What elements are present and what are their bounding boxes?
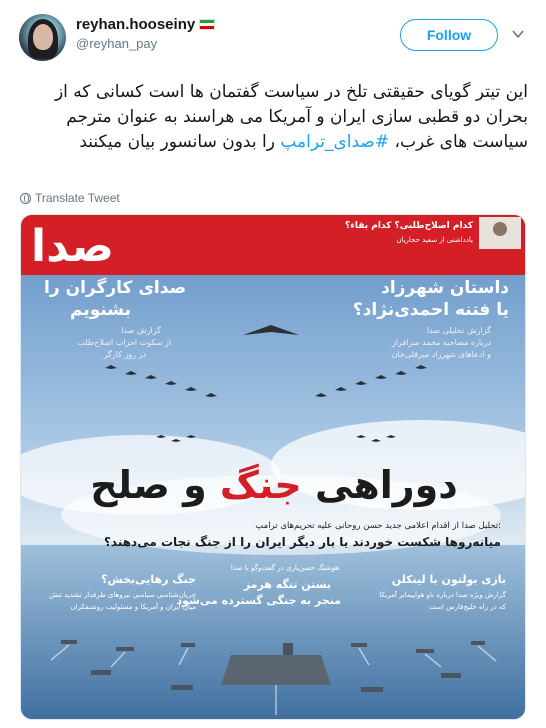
globe-icon (20, 193, 31, 204)
right-headline-line2: یا فتنه احمدی‌نژاد؟ (352, 300, 509, 320)
left-sub-line2: از سکوت احزاب اصلاح‌طلب (77, 338, 171, 347)
right-sub-line1: گزارش تحلیلی صدا (426, 326, 491, 335)
hashtag-link[interactable]: #صدای_ترامپ (280, 132, 390, 152)
user-handle[interactable]: @reyhan_pay (76, 36, 158, 51)
tweet-text-part2: را بدون سانسور بیان میکنند (79, 132, 281, 152)
bottom-left-title: جنگ رهایی‌بخش؟ (101, 573, 196, 586)
carrier-tower (283, 643, 293, 655)
display-name-text: reyhan.hooseiny (76, 16, 196, 33)
left-headline-line1: صدای کارگران را (44, 278, 186, 298)
translate-tweet-link[interactable] (20, 191, 120, 205)
main-headline (90, 463, 458, 508)
main-headline-part1: دوراهی (301, 463, 458, 507)
bottom-right-line2: گزارش ویژه صدا درباره ناو هواپیمابر آمریکا (379, 591, 506, 599)
main-headline-part3: و صلح (90, 463, 220, 507)
bottom-mid-line1: هوشنگ حسن‌یاری در گفت‌وگو با صدا: (230, 564, 341, 572)
tweet-header (0, 0, 546, 70)
main-headline-war: جنگ (219, 463, 302, 507)
bottom-right-line3: که در راه خلیج‌فارس است (429, 603, 506, 611)
avatar[interactable] (19, 14, 66, 61)
top-note-title: کدام اصلاح‌طلبی؟ کدام بقاء؟ (345, 221, 473, 231)
left-sub-line3: در روز کارگر (103, 350, 146, 359)
subheadline-line2: میانه‌روها شکست خوردند یا بار دیگر ایران را از جنگ نجات می‌دهند؟ (103, 535, 501, 549)
left-headline-line2: بشنویم (70, 300, 131, 320)
follow-button[interactable]: Follow (400, 19, 498, 51)
author-info[interactable] (76, 16, 215, 51)
bottom-left-line2: جریان‌شناسی سیاسی نیروهای طرفدار تشدید تنش (48, 591, 196, 599)
tweet-text (20, 80, 528, 155)
magazine-cover (21, 215, 526, 720)
avatar-face (33, 24, 53, 50)
translate-label: Translate Tweet (35, 191, 120, 205)
author-thumbnail-face (493, 222, 507, 236)
bottom-mid-line3: منجر به جنگی گسترده می‌شود (176, 594, 341, 607)
left-sub-line1: گزارش صدا (121, 326, 161, 335)
masthead-title: صدا (31, 221, 115, 272)
bottom-left-line3: میان ایران و آمریکا و مسئولیت روشنفکران (70, 603, 196, 611)
display-name[interactable] (76, 16, 215, 33)
tweet-image[interactable] (20, 214, 526, 720)
bottom-right-title: بازی بولتون با لینکلن (391, 573, 506, 586)
right-sub-line2: درباره مصاحبه محمد سرافراز (391, 338, 491, 347)
bottom-mid-line2: بستن تنگه هرمز (243, 578, 331, 591)
top-note-subtitle: یادداشتی از سعید حجاریان (396, 236, 473, 244)
right-sub-line3: و ادعاهای شهرزاد میرقلی‌خان (391, 350, 491, 359)
right-headline-line1: داستان شهرزاد (381, 278, 509, 298)
aircraft-carrier (221, 655, 331, 685)
iran-flag-icon (199, 19, 215, 30)
chevron-down-icon[interactable] (510, 27, 526, 43)
tweet-text-part1: این تیتر گویای حقیقتی تلخ در سیاست گفتمان ها است کسانی که از بحران دو قطبی سازی ایران و آمریکا می هراسند به عنوان مترجم سیاست های غرب، (54, 82, 528, 152)
subheadline-line1: تحلیل صدا از اقدام اعلامی جدید حسن روحانی علیه تحریم‌های ترامپ: (255, 521, 501, 531)
